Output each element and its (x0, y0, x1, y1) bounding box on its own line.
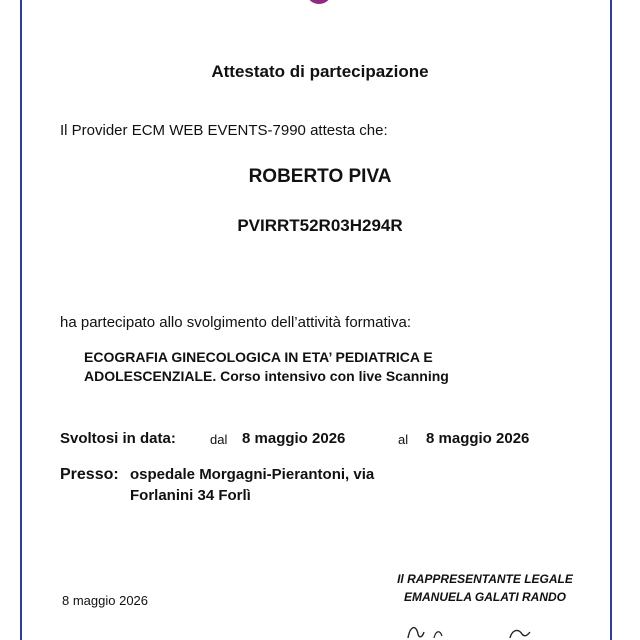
dates-row (60, 430, 600, 452)
fiscal-code: PVIRRT52R03H294R (237, 216, 403, 235)
participation-statement: ha partecipato allo svolgimento dell’attività formativa: (60, 314, 412, 331)
certificate-title: Attestato di partecipazione (211, 62, 429, 81)
course-title (84, 348, 449, 386)
signatory-name: EMANUELA GALATI RANDO (404, 590, 566, 604)
location-value (130, 464, 374, 506)
to-label: al (398, 432, 409, 447)
from-date: 8 maggio 2026 (242, 430, 346, 447)
course-title-line2: ADOLESCENZIALE. Corso intensivo con live Scanning (84, 368, 449, 384)
participant-name: ROBERTO PIVA (248, 166, 392, 187)
location-line2: Forlanini 34 Forlì (130, 487, 251, 504)
location-line1: ospedale Morgagni-Pierantoni, via (130, 466, 375, 483)
location-label: Presso: (60, 466, 119, 483)
signatory-block (370, 570, 600, 606)
signatory-role: Il RAPPRESENTANTE LEGALE (397, 572, 573, 586)
provider-statement: Il Provider ECM WEB EVENTS-7990 attesta che: (60, 122, 388, 139)
from-label: dal (210, 432, 228, 447)
issue-date: 8 maggio 2026 (62, 593, 149, 608)
to-date: 8 maggio 2026 (426, 430, 530, 447)
dates-label: Svoltosi in data: (60, 430, 176, 447)
handwritten-signature-icon (400, 620, 540, 640)
course-title-line1: ECOGRAFIA GINECOLOGICA IN ETA’ PEDIATRICA E (84, 349, 433, 365)
